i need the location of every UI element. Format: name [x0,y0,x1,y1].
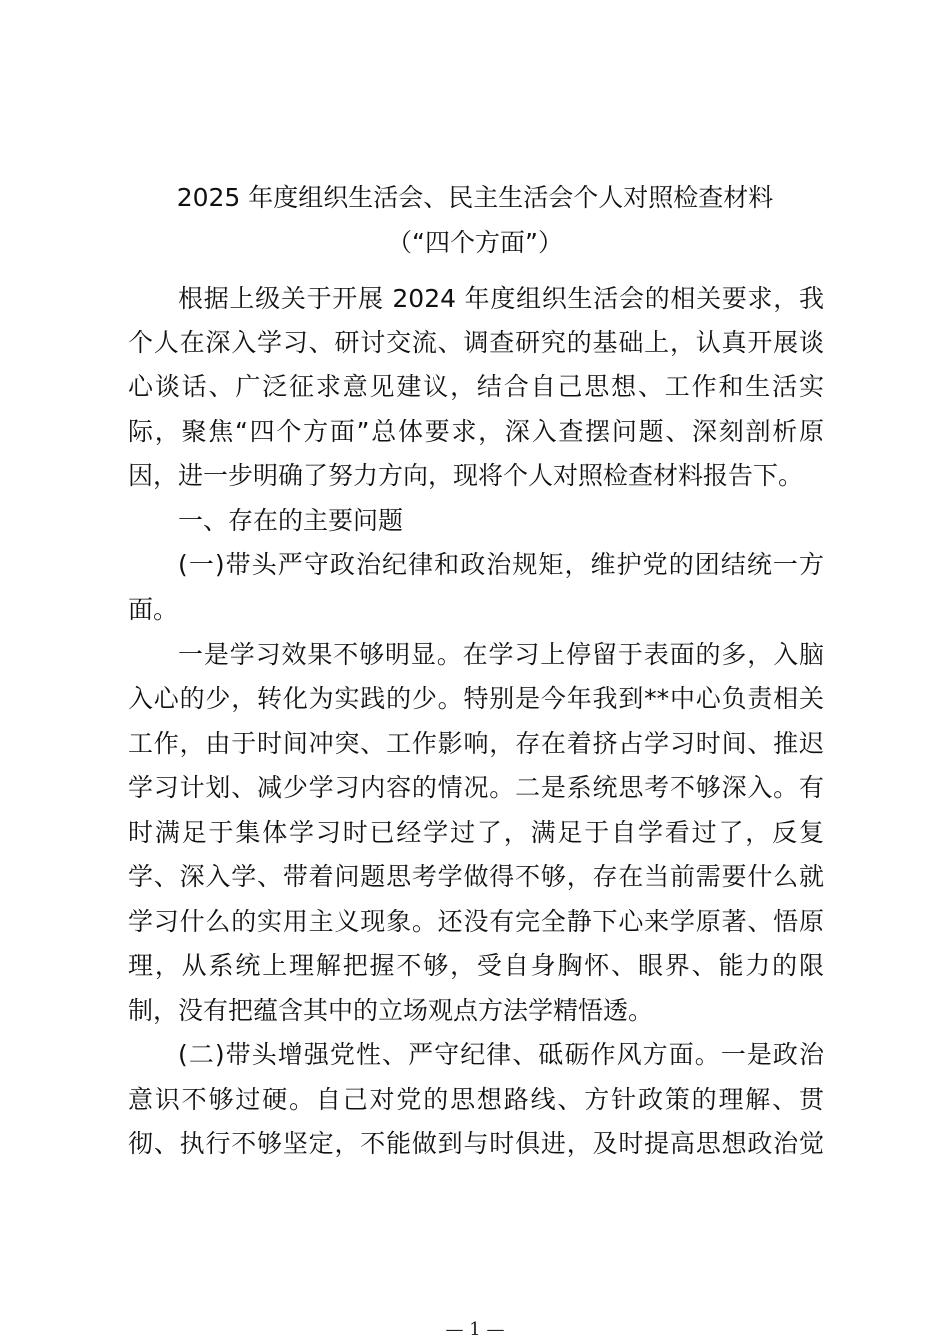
paragraph-line: 学习什么的实用主义现象。还没有完全静下心来学原著、悟原 [128,907,824,936]
page-number: — 1 — [445,1319,505,1340]
subsection-heading-line: 面。 [128,595,179,624]
subsection-heading-line: (一)带头严守政治纪律和政治规矩，维护党的团结统一方 [178,550,824,579]
paragraph-line: 一是学习效果不够明显。在学习上停留于表面的多，入脑 [178,640,824,669]
paragraph-line: 学习计划、减少学习内容的情况。二是系统思考不够深入。有 [128,773,824,802]
paragraph-line: (二)带头增强党性、严守纪律、砥砺作风方面。一是政治 [178,1040,824,1069]
paragraph-line: 意识不够过硬。自己对党的思想路线、方针政策的理解、贯 [128,1085,824,1114]
section-heading: 一、存在的主要问题 [178,506,404,535]
document-subtitle: （“四个方面”） [387,228,563,257]
paragraph-line: 时满足于集体学习时已经学过了，满足于自学看过了，反复 [128,818,824,847]
paragraph-line: 个人在深入学习、研讨交流、调查研究的基础上，认真开展谈 [128,328,824,357]
paragraph-line: 学、深入学、带着问题思考学做得不够，存在当前需要什么就 [128,862,824,891]
paragraph-line: 际，聚焦“四个方面”总体要求，深入查摆问题、深刻剖析原 [128,417,824,446]
paragraph-line: 彻、执行不够坚定，不能做到与时俱进，及时提高思想政治觉 [128,1129,824,1158]
paragraph-line: 心谈话、广泛征求意见建议，结合自己思想、工作和生活实 [128,372,824,401]
paragraph-line: 入心的少，转化为实践的少。特别是今年我到**中心负责相关 [128,684,824,713]
document-title: 2025 年度组织生活会、民主生活会个人对照检查材料 [176,183,774,212]
paragraph-line: 制，没有把蕴含其中的立场观点方法学精悟透。 [128,996,654,1025]
paragraph-line: 理，从系统上理解把握不够，受自身胸怀、眼界、能力的限 [128,951,824,980]
paragraph-line: 工作，由于时间冲突、工作影响，存在着挤占学习时间、推迟 [128,729,824,758]
paragraph-line: 根据上级关于开展 2024 年度组织生活会的相关要求，我 [178,284,824,313]
paragraph-line: 因，进一步明确了努力方向，现将个人对照检查材料报告下。 [128,461,804,490]
